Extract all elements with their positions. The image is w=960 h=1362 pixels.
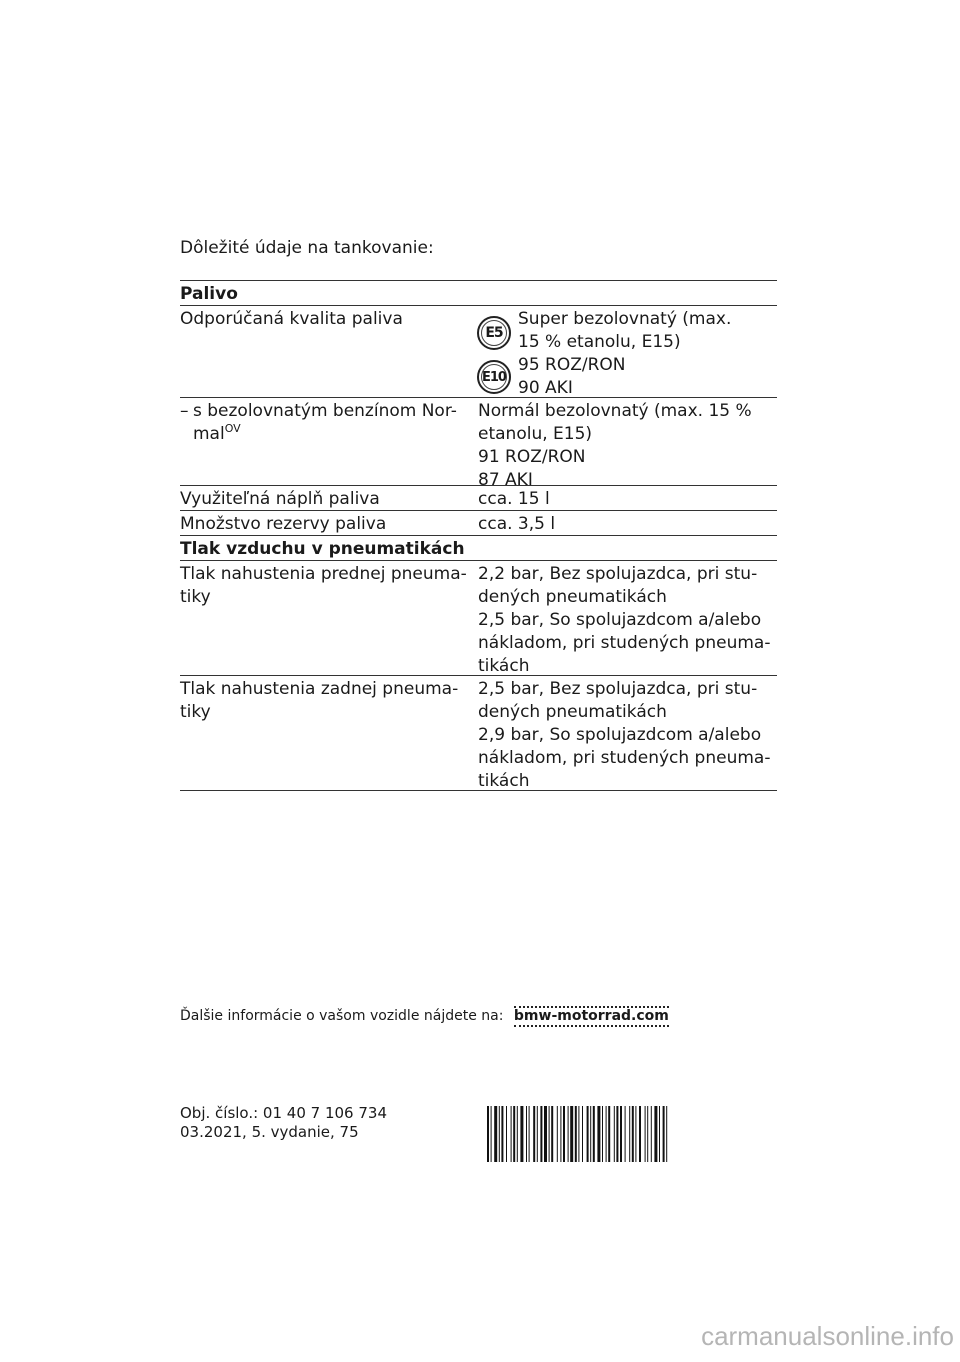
barcode-bar bbox=[526, 1106, 527, 1162]
e10-fuel-icon: E10 bbox=[477, 360, 511, 394]
reserve-fuel-value: cca. 3,5 l bbox=[478, 514, 556, 534]
section-header-fuel: Palivo bbox=[180, 284, 238, 304]
more-info-line bbox=[180, 1008, 669, 1024]
rear-tyre-label: Tlak nahustenia zadnej pneuma- tiky bbox=[180, 679, 459, 722]
barcode-bar bbox=[602, 1106, 603, 1162]
barcode-bar bbox=[632, 1106, 634, 1162]
barcode-bar bbox=[608, 1106, 610, 1162]
usable-fuel-value: cca. 15 l bbox=[478, 489, 550, 509]
barcode-bar bbox=[620, 1106, 622, 1162]
barcode-bar bbox=[625, 1106, 626, 1162]
barcode-bar bbox=[560, 1106, 561, 1162]
barcode-bar bbox=[606, 1106, 607, 1162]
barcode-bar bbox=[575, 1106, 577, 1162]
normal-fuel-label: – s bezolovnatým benzínom Nor- mal$^{OV}$ bbox=[180, 401, 457, 444]
barcode-bar bbox=[501, 1106, 503, 1162]
order-number-block bbox=[180, 1104, 387, 1142]
barcode-bar bbox=[499, 1106, 500, 1162]
barcode-bar bbox=[666, 1106, 667, 1162]
barcode-bar bbox=[590, 1106, 591, 1162]
barcode-bar bbox=[517, 1106, 518, 1162]
row-rear-tyre bbox=[180, 676, 777, 790]
barcode-bar bbox=[563, 1106, 565, 1162]
row-normal-fuel bbox=[180, 398, 777, 490]
row-reserve-fuel bbox=[180, 511, 777, 535]
barcode-bar bbox=[491, 1106, 492, 1162]
row-usable-fuel bbox=[180, 486, 777, 510]
barcode-bar bbox=[557, 1106, 558, 1162]
refuelling-table bbox=[180, 280, 777, 791]
barcode-bar bbox=[582, 1106, 583, 1162]
barcode-bar bbox=[593, 1106, 595, 1162]
barcode-bar bbox=[645, 1106, 646, 1162]
barcode-bar bbox=[659, 1106, 660, 1162]
barcode-bar bbox=[647, 1106, 648, 1162]
front-tyre-value: 2,2 bar, Bez spolujazdca, pri stu- dených pneumatikách 2,5 bar, So spolujazdcom a/alebo nákladom, pri studených pneuma- tikách bbox=[478, 564, 771, 676]
barcode-bar bbox=[540, 1106, 542, 1162]
barcode-bar bbox=[544, 1106, 547, 1162]
front-tyre-label: Tlak nahustenia prednej pneuma- tiky bbox=[180, 564, 467, 607]
barcode-bar bbox=[568, 1106, 569, 1162]
barcode-bar bbox=[614, 1106, 615, 1162]
barcode-bar bbox=[494, 1106, 497, 1162]
barcode-bar bbox=[511, 1106, 512, 1162]
barcode-bar bbox=[513, 1106, 515, 1162]
barcode-bar bbox=[549, 1106, 550, 1162]
e5-fuel-icon: E5 bbox=[477, 316, 511, 350]
barcode-bar bbox=[578, 1106, 579, 1162]
barcode-bar bbox=[654, 1106, 657, 1162]
barcode-bar bbox=[651, 1106, 652, 1162]
more-info-text: Ďalšie informácie o vašom vozidle nájdete na: bbox=[180, 1008, 504, 1024]
barcode-bar bbox=[506, 1106, 507, 1162]
barcode-bar bbox=[587, 1106, 589, 1162]
rear-tyre-value: 2,5 bar, Bez spolujazdca, pri stu- dených pneumatikách 2,9 bar, So spolujazdcom a/alebo nákladom, pri studených pneuma- tikách bbox=[478, 679, 771, 791]
barcode-bar bbox=[520, 1106, 523, 1162]
barcode-bar bbox=[551, 1106, 553, 1162]
barcode-bar bbox=[529, 1106, 530, 1162]
fuel-quality-value: Super bezolovnatý (max. 15 % etanolu, E15) 95 ROZ/RON 90 AKI bbox=[518, 309, 732, 398]
barcode-bar bbox=[597, 1106, 600, 1162]
barcode-bar bbox=[639, 1106, 641, 1162]
usable-fuel-label: Využiteľná náplň paliva bbox=[180, 489, 380, 509]
row-fuel-quality bbox=[180, 306, 777, 397]
row-front-tyre bbox=[180, 561, 777, 675]
barcode-bar bbox=[487, 1106, 489, 1162]
edition-info: 03.2021, 5. vydanie, 75 bbox=[180, 1123, 359, 1141]
barcode-bar bbox=[570, 1106, 573, 1162]
barcode-bar bbox=[533, 1106, 535, 1162]
intro-heading: Dôležité údaje na tankovanie: bbox=[180, 238, 434, 258]
reserve-fuel-label: Množstvo rezervy paliva bbox=[180, 514, 387, 534]
watermark: carmanualsonline.info bbox=[701, 1321, 954, 1351]
barcode-bar bbox=[635, 1106, 636, 1162]
barcode-bar bbox=[537, 1106, 538, 1162]
normal-fuel-value: Normál bezolovnatý (max. 15 % etanolu, E15) 91 ROZ/RON 87 AKI bbox=[478, 401, 752, 490]
website-link[interactable]: bmw-motorrad.com bbox=[514, 1006, 669, 1027]
fuel-quality-label: Odporúčaná kvalita paliva bbox=[180, 309, 403, 329]
order-number: Obj. číslo.: 01 40 7 106 734 bbox=[180, 1104, 387, 1122]
section-header-tyres: Tlak vzduchu v pneumatikách bbox=[180, 539, 465, 559]
barcode-bar bbox=[629, 1106, 630, 1162]
barcode bbox=[487, 1106, 777, 1162]
barcode-bar bbox=[616, 1106, 618, 1162]
barcode-bar bbox=[663, 1106, 665, 1162]
